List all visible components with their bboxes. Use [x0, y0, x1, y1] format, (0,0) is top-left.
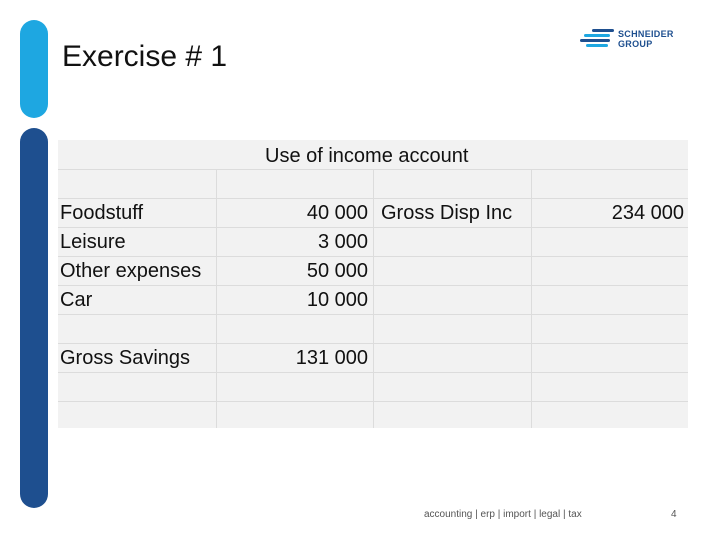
table-header: Use of income account	[265, 145, 469, 167]
grid-line	[531, 169, 532, 428]
logo-text-line1: SCHNEIDER	[618, 29, 674, 39]
grid-line	[216, 169, 217, 428]
row-value: 3 000	[317, 231, 368, 253]
footer-text: accounting | erp | import | legal | tax	[424, 509, 582, 520]
row-label: Foodstuff	[60, 202, 144, 224]
row-label: Leisure	[60, 231, 126, 253]
schneider-group-logo	[580, 28, 690, 50]
row-value: 10 000	[306, 289, 368, 311]
grid-line	[373, 169, 374, 428]
row-value: 50 000	[306, 260, 368, 282]
income-account-table	[58, 140, 688, 428]
accent-bar-bottom	[20, 128, 48, 508]
row-right-label: Gross Disp Inc	[381, 202, 513, 224]
logo-text-line2: GROUP	[618, 39, 653, 49]
row-right-value: 234 000	[611, 202, 684, 224]
accent-bar-top	[20, 20, 48, 118]
row-value: 40 000	[306, 202, 368, 224]
row-label: Gross Savings	[60, 347, 191, 369]
row-label: Other expenses	[60, 260, 202, 282]
slide-title: Exercise # 1	[62, 40, 228, 73]
logo-stripes-icon	[580, 28, 616, 48]
page-number: 4	[671, 509, 677, 520]
row-value: 131 000	[295, 347, 368, 369]
row-label: Car	[60, 289, 93, 311]
